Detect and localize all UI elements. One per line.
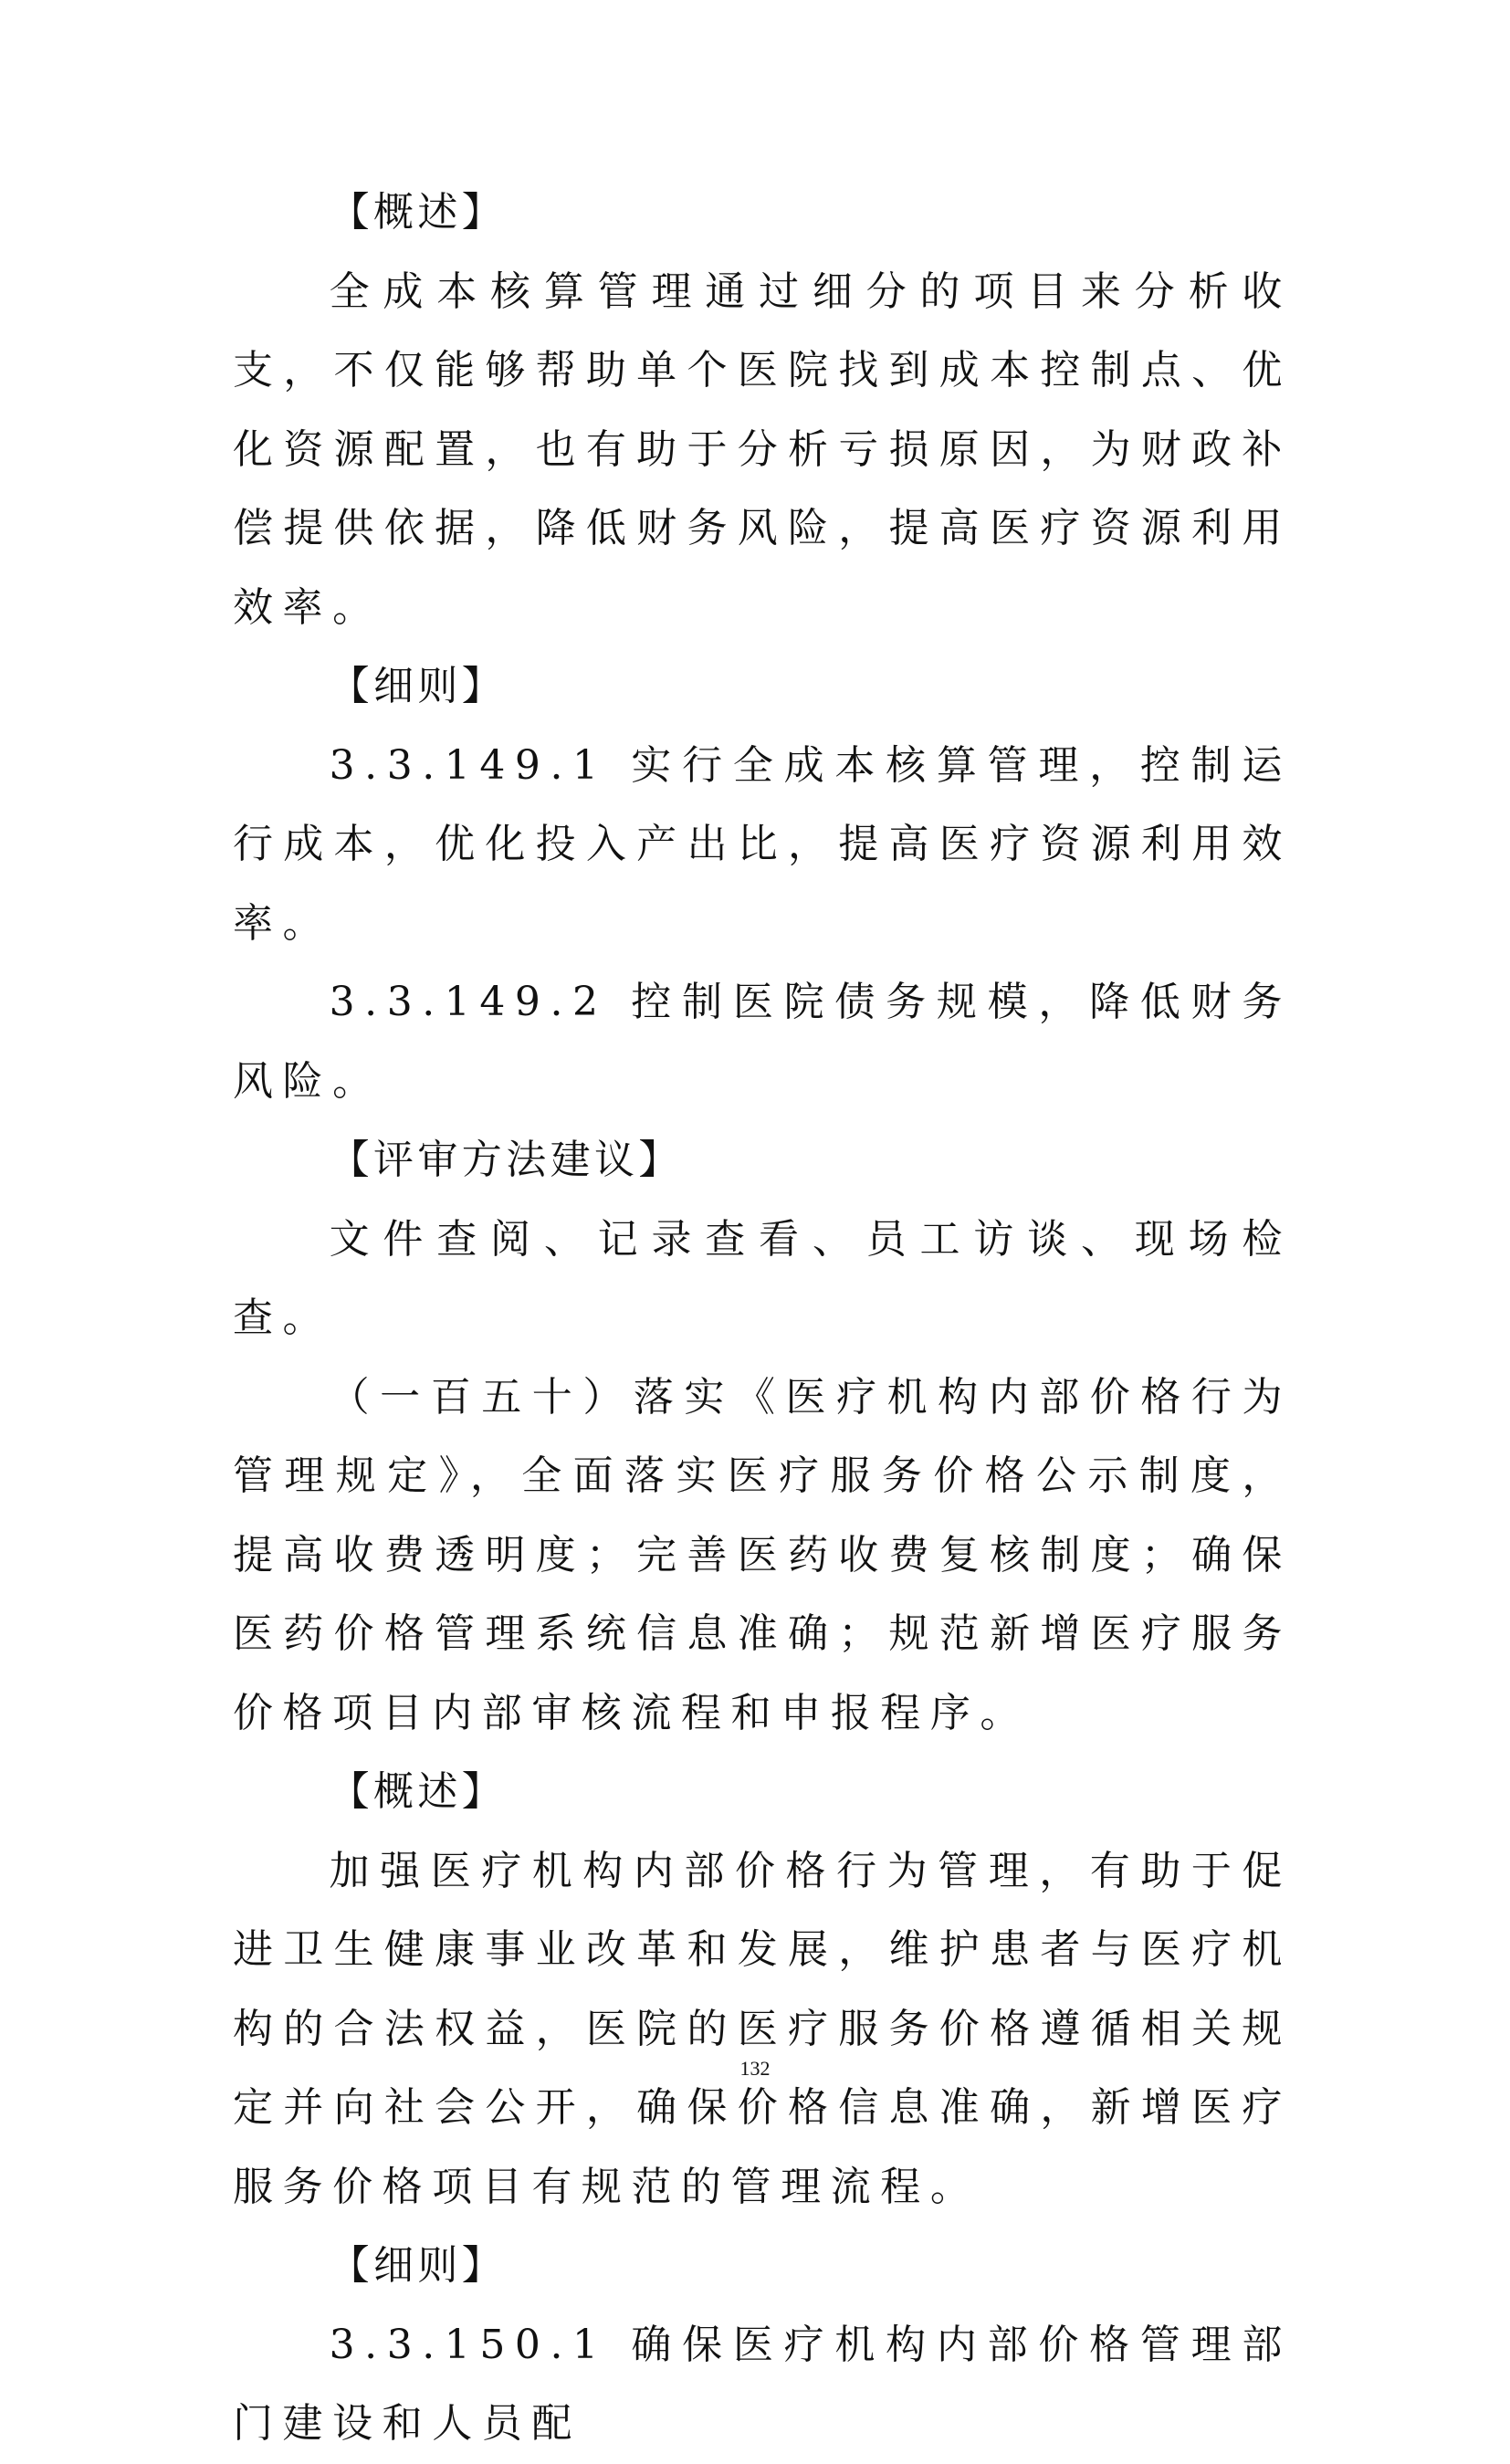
section-heading-details: 【细则】 — [329, 663, 507, 709]
paragraph-review-method: 文件查阅、记录查看、员工访谈、现场检查。 — [233, 1215, 1292, 1341]
paragraph-overview-cost-accounting: 全成本核算管理通过细分的项目来分析收支，不仅能够帮助单个医院找到成本控制点、优化资源配置，也有助于分析亏损原因，为财政补偿提供依据，降低财务风险，提高医疗资源利用效率。 — [233, 267, 1292, 631]
section-heading-overview-2: 【概述】 — [329, 1768, 507, 1815]
page-number: 132 — [739, 2057, 771, 2080]
paragraph-rule-3-3-149-1: 3.3.149.1 实行全成本核算管理，控制运行成本，优化投入产出比，提高医疗资源利用效率。 — [233, 741, 1292, 947]
paragraph-rule-3-3-149-2: 3.3.149.2 控制医院债务规模，降低财务风险。 — [233, 979, 1292, 1105]
section-heading-overview: 【概述】 — [329, 189, 507, 236]
paragraph-rule-3-3-150-1: 3.3.150.1 确保医疗机构内部价格管理部门建设和人员配 — [233, 2321, 1292, 2447]
paragraph-overview-pricing: 加强医疗机构内部价格行为管理，有助于促进卫生健康事业改革和发展，维护患者与医疗机构的合法权益，医院的医疗服务价格遵循相关规定并向社会公开，确保价格信息准确，新增医疗服务价格项目有规范的管理流程。 — [233, 1847, 1292, 2210]
paragraph-item-150: （一百五十）落实《医疗机构内部价格行为管理规定》，全面落实医疗服务价格公示制度，提高收费透明度；完善医药收费复核制度；确保医药价格管理系统信息准确；规范新增医疗服务价格项目内部审核流程和申报程序。 — [233, 1373, 1292, 1736]
document-body — [233, 173, 1292, 2464]
section-heading-review-method: 【评审方法建议】 — [329, 1137, 683, 1183]
section-heading-details-2: 【细则】 — [329, 2242, 507, 2289]
